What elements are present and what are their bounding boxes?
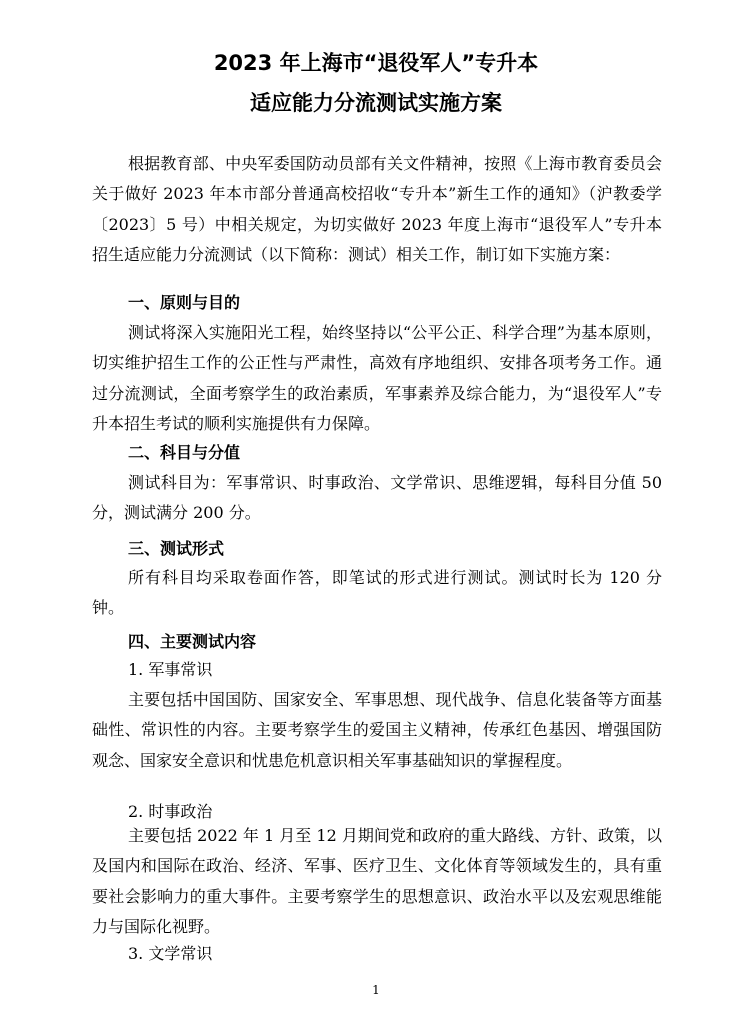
subsection-label-military: 1. 军事常识 xyxy=(128,660,213,679)
subsection-label-literature: 3. 文学常识 xyxy=(128,944,213,963)
section-heading-subjects: 二、科目与分值 xyxy=(128,443,241,462)
intro-paragraph: 根据教育部、中央军委国防动员部有关文件精神，按照《上海市教育委员会关于做好 2023 年本市部分普通高校招收“专升本”新生工作的通知》（沪教委学〔2023〕5 号）中相关规定，为切实做好 2023 年度上海市“退役军人”专升本招生适应能力分流测试（以下简称：测试）相关工作，制订如下实施方案： xyxy=(92,154,662,264)
section-text-subjects: 测试科目为：军事常识、时事政治、文学常识、思维逻辑，每科目分值 50 分，测试满分 200 分。 xyxy=(92,473,662,523)
subsection-label-current-affairs: 2. 时事政治 xyxy=(128,802,213,821)
page-number: 1 xyxy=(372,983,380,997)
section-text-principles: 测试将深入实施阳光工程，始终坚持以“公平公正、科学合理”为基本原则，切实维护招生工作的公正性与严肃性，高效有序地组织、安排各项考务工作。通过分流测试，全面考察学生的政治素质，军事素养及综合能力，为“退役军人”专升本招生考试的顺利实施提供有力保障。 xyxy=(92,323,662,433)
section-heading-content: 四、主要测试内容 xyxy=(128,632,257,651)
document-title-line-1: 2023 年上海市“退役军人”专升本 xyxy=(213,51,539,75)
subsection-text-current-affairs: 主要包括 2022 年 1 月至 12 月期间党和政府的重大路线、方针、政策，以及国内和国际在政治、经济、军事、医疗卫生、文化体育等领域发生的，具有重要社会影响力的重大事件。主要考察学生的思想意识、政治水平以及宏观思维能力与国际化视野。 xyxy=(92,826,662,936)
document-title-line-2: 适应能力分流测试实施方案 xyxy=(250,91,502,115)
section-text-format: 所有科目均采取卷面作答，即笔试的形式进行测试。测试时长为 120 分钟。 xyxy=(92,568,662,618)
section-heading-format: 三、测试形式 xyxy=(128,539,225,558)
subsection-text-military: 主要包括中国国防、国家安全、军事思想、现代战争、信息化装备等方面基础性、常识性的内容。主要考察学生的爱国主义精神，传承红色基因、增强国防观念、国家安全意识和忧患危机意识相关军事基础知识的掌握程度。 xyxy=(92,690,662,770)
section-heading-principles: 一、原则与目的 xyxy=(128,293,241,312)
